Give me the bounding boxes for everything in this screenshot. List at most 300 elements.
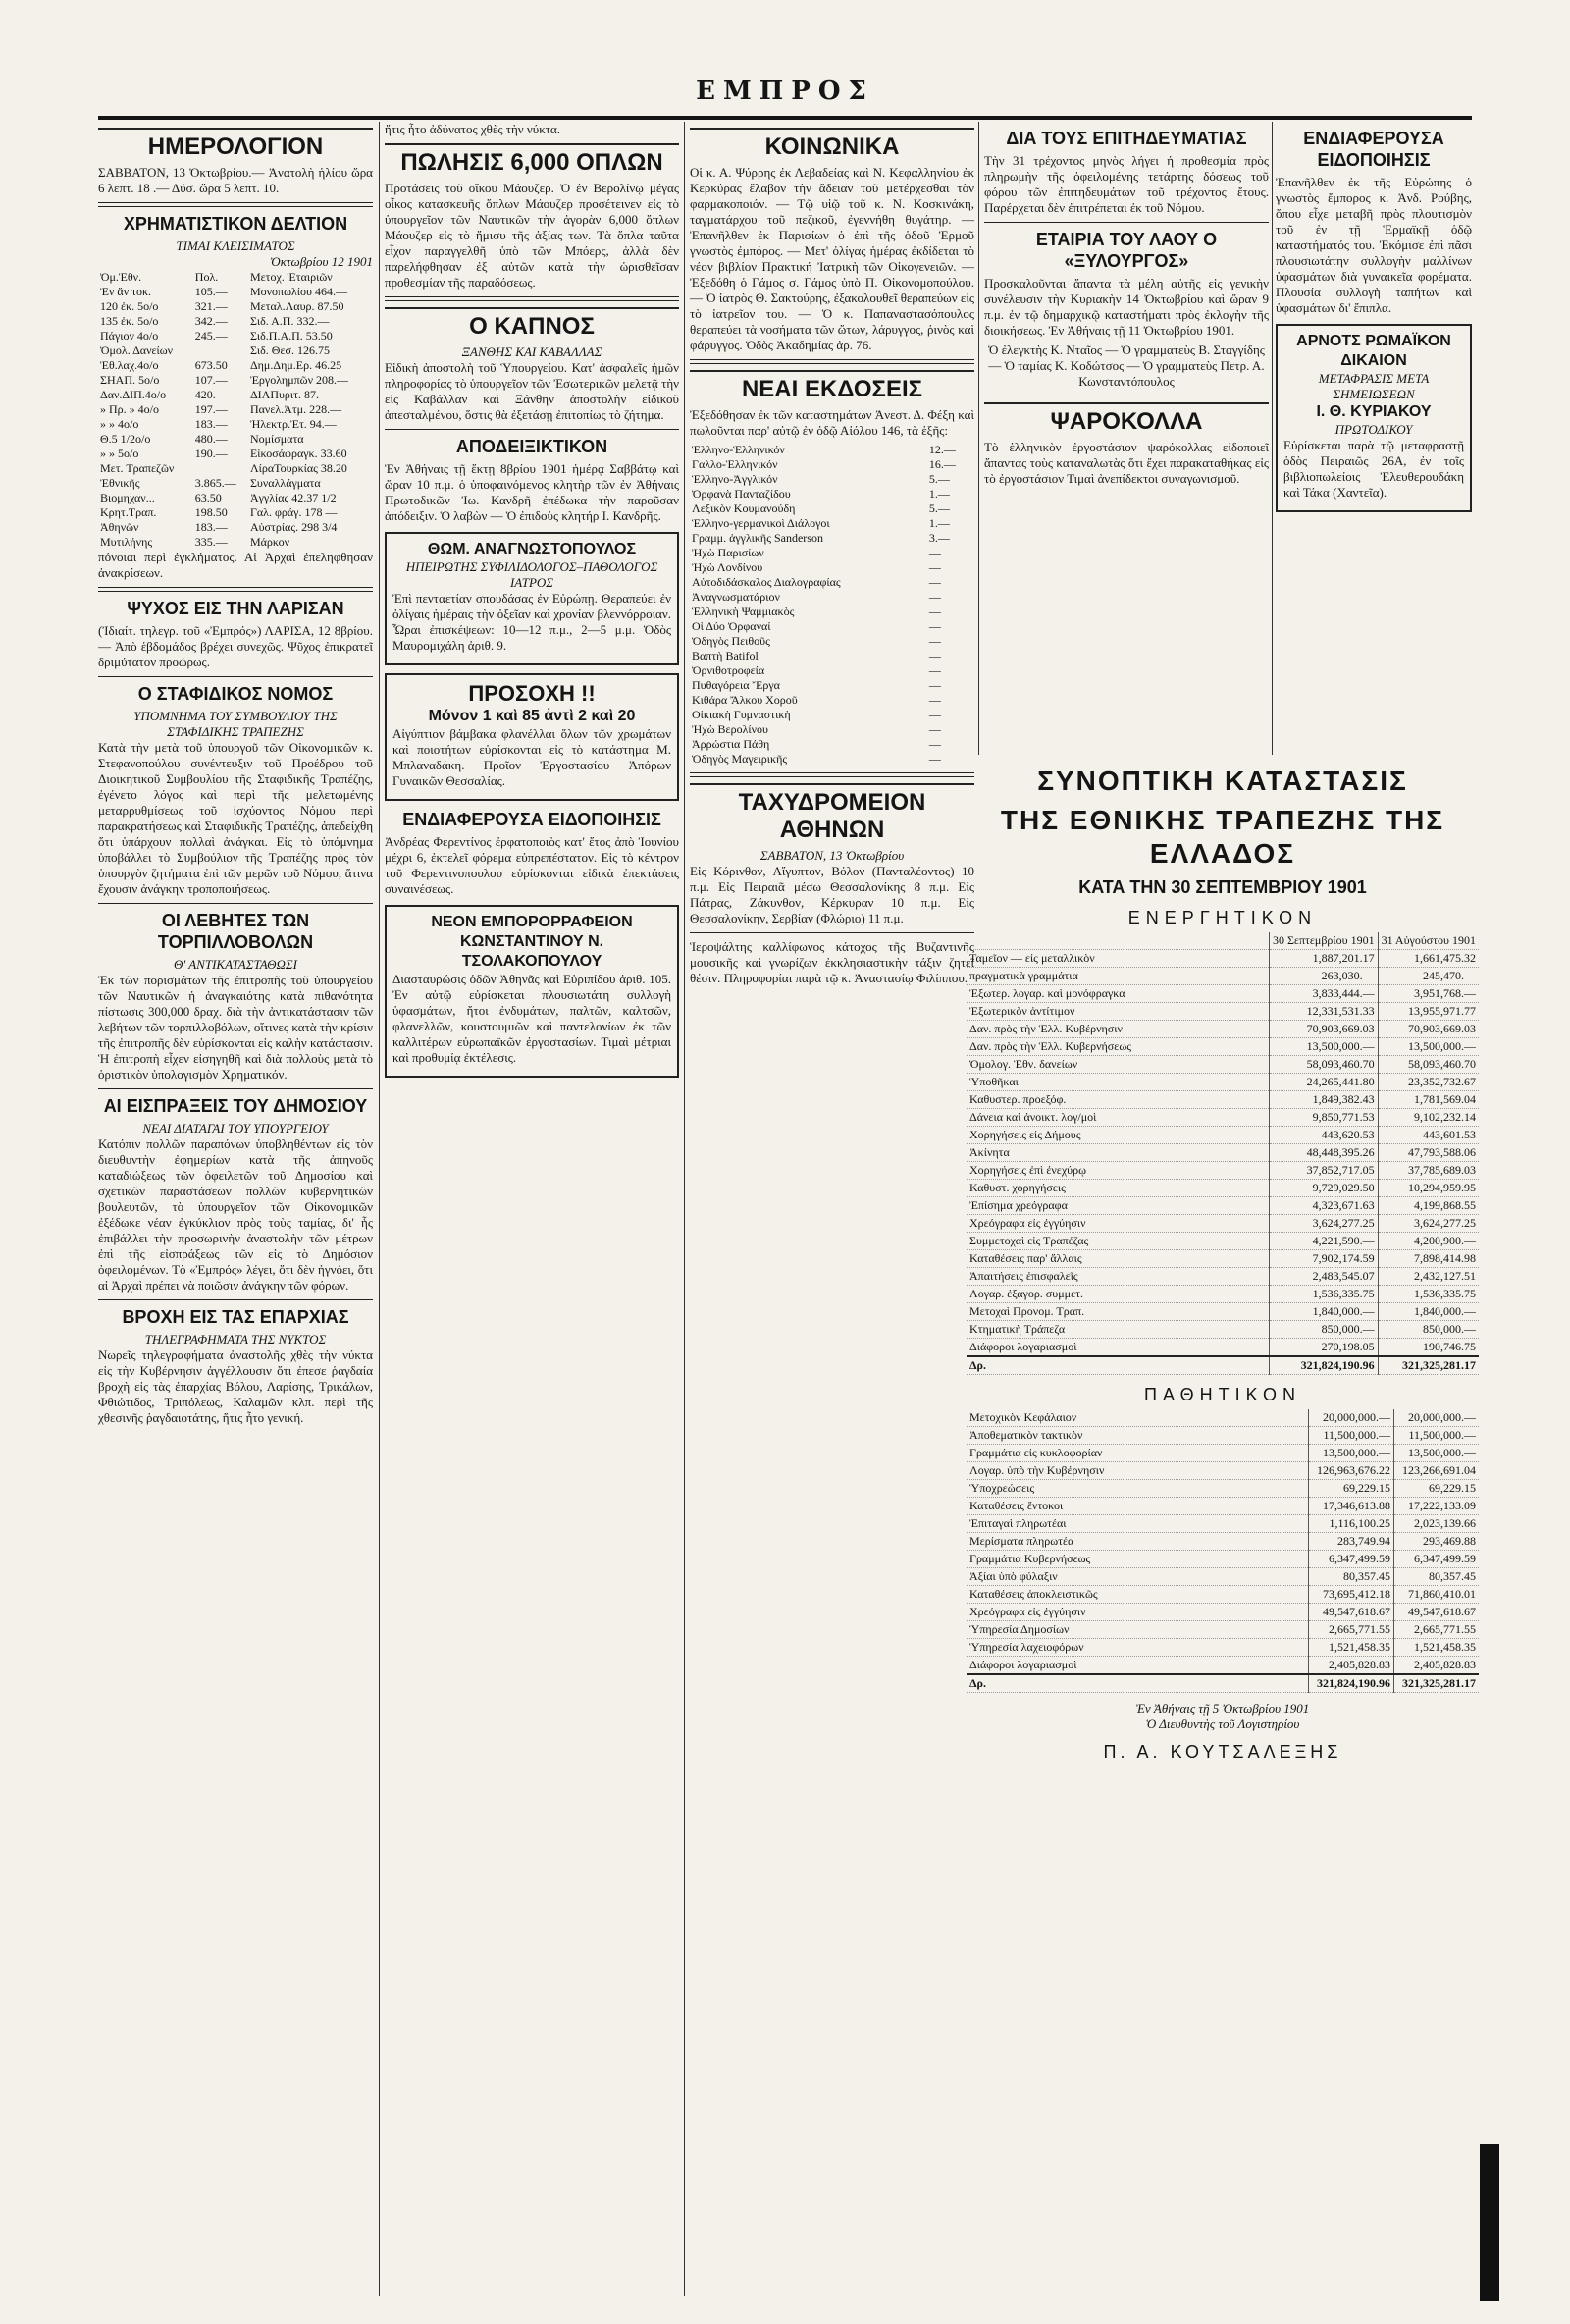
tobacco-heading: Ο ΚΑΠΝΟΣ <box>385 307 679 341</box>
notice2-text: Ἐπανῆλθεν ἐκ τῆς Εὐρώπης ὁ γνωστὸς ἔμπορος κ. Ἀνδ. Ρούβης, ὅπου εἶχε μεταβῆ πρὸς πλουτισμὸν τοῦ ἐν τῇ Ἑρμαϊκῇ ὁδῷ καταστήματός του. Ἐκόμισε ἐπὶ πᾶσι πλουσιωτάτην συλλογὴν μαλλίνων ὑφασμάτων διὰ γυναικεῖα φορέματα. Πλουσία συλλογὴ ταπήτων καὶ ὑφασμάτων δι' ἔπιπλα. <box>1276 175 1472 315</box>
row-value: 9,729,029.50 <box>1269 1180 1378 1197</box>
post-date: ΣΑΒΒΑΤΟΝ, 13 Ὀκτωβρίου <box>759 848 905 863</box>
row-value: 69,229.15 <box>1394 1480 1480 1498</box>
page-edge-mark <box>1480 2144 1499 2301</box>
sale-heading: ΠΩΛΗΣΙΣ 6,000 ΟΠΛΩΝ <box>385 143 679 177</box>
row-value: 4,200,900.— <box>1378 1233 1479 1250</box>
row-label: 135 ἐκ. 5ο/ο <box>100 314 159 328</box>
total-row <box>967 1356 1479 1375</box>
row-label: Ὁμολογ. Ἐθν. δανείων <box>967 1056 1269 1074</box>
row-value: 13,500,000.— <box>1378 1038 1479 1056</box>
books-intro: Ἐξεδόθησαν ἐκ τῶν καταστημάτων Ἀνεστ. Δ. Φέξη καὶ πωλοῦνται παρ' αὐτῷ ἐν ὁδῷ Αἰόλου 146, τὰ ἑξῆς: <box>690 407 974 438</box>
doctor-text: Ἐπὶ πενταετίαν σπουδάσας ἐν Εὐρώπῃ. Θεραπεύει ἐν ὀλίγαις ἡμέραις τὴν ὀξεῖαν καὶ χρονίαν βλεννόρροιαν. Ὧραι ἐπισκέψεων: 10—12 π.μ., 2—5 μ.μ. Ὁδὸς Μαυρομιχάλη ἀριθ. 9. <box>392 591 671 653</box>
asset-row <box>967 1268 1479 1286</box>
row-value: Σιδ. Θεσ. 126.75 <box>249 343 330 357</box>
row-value: Ἐργολημπῶν 208.— <box>249 373 349 387</box>
total-value: 321,824,190.96 <box>1269 1356 1378 1375</box>
row-label: Ἑλληνο-Ἀγγλικόν <box>692 472 778 486</box>
liability-row <box>967 1445 1479 1462</box>
row-label: Ἑλληνικὴ Ψαμμιακὸς <box>692 605 795 618</box>
row-value: — <box>928 575 941 589</box>
lebetes-heading: ΟΙ ΛΕΒΗΤΕΣ ΤΩΝ ΤΟΡΠΙΛΛΟΒΟΛΩΝ <box>157 911 314 952</box>
asset-row <box>967 1339 1479 1357</box>
vroxi-subheading: ΤΗΛΕΓΡΑΦΗΜΑΤΑ ΤΗΣ ΝΥΚΤΟΣ <box>144 1332 327 1347</box>
row-label: Καταθέσεις ἀποκλειστικῶς <box>967 1586 1309 1604</box>
book-row <box>690 502 974 516</box>
row-value: Ἀγγλίας 42.37 1/2 <box>249 491 337 504</box>
asset-row <box>967 1197 1479 1215</box>
row-value: — <box>928 708 941 721</box>
row-value: 4,199,868.55 <box>1378 1197 1479 1215</box>
stock-note: πόνοιαι περὶ ἐγκλήματος. Αἱ Ἀρχαὶ ἐπεληφθησαν ἀνακρίσεων. <box>98 550 373 580</box>
row-label: Ἀρρώστια Πάθη <box>692 737 770 751</box>
liability-row <box>967 1533 1479 1551</box>
row-label: Θ.5 1/2ο/ο <box>100 432 151 446</box>
prof-heading: ΔΙΑ ΤΟΥΣ ΕΠΙΤΗΔΕΥΜΑΤΙΑΣ <box>1006 129 1247 148</box>
row-value: 850,000.— <box>1269 1321 1378 1339</box>
row-label: Καταθέσεις παρ' ἄλλαις <box>967 1250 1269 1268</box>
law-book-text: Εὑρίσκεται παρὰ τῷ μεταφραστῇ ὁδὸς Πειραιῶς 26Α, ἐν τοῖς βιβλιοπωλείοις Ἐλευθερουδάκη καὶ Τάκα (Χαντεῖα). <box>1283 438 1464 500</box>
tailor-text: Διασταυρώσις ὁδῶν Ἀθηνᾶς καὶ Εὐριπίδου ἀριθ. 105. Ἐν αὐτῷ εὑρίσκεται πλουσιωτάτη συλλογὴ ὑφασμάτων, ἤτοι ἐνδυμάτων, παλτῶν, καλτσῶν, φλανελλῶν, κουστουμιῶν καὶ παντελονίων ἐκ τῶν καλλιτέρων εὐρωπαϊκῶν ἐργοστασίων. Τιμαὶ μέτριαι καὶ προθυμίᾳ ἐκτέλεσις. <box>392 972 671 1065</box>
law-book-ad <box>1276 324 1472 512</box>
row-label: Καταθέσεις ἔντοκοι <box>967 1498 1309 1515</box>
rate-row <box>98 314 373 329</box>
row-label: Γραμμάτια Κυβερνήσεως <box>967 1551 1309 1568</box>
doctor-ad <box>385 532 679 665</box>
row-value: 73,695,412.18 <box>1309 1586 1394 1604</box>
row-value: 48,448,395.26 <box>1269 1144 1378 1162</box>
row-value: 23,352,732.67 <box>1378 1074 1479 1091</box>
row-value: 9,102,232.14 <box>1378 1109 1479 1127</box>
row-value: 443,601.53 <box>1378 1127 1479 1144</box>
row-value: ΔΙΑΠυριτ. 87.— <box>249 388 331 401</box>
row-value: 1,521,458.35 <box>1309 1639 1394 1657</box>
row-label: πραγματικὰ γραμμάτια <box>967 968 1269 985</box>
liability-row <box>967 1604 1479 1621</box>
row-value: 1,849,382.43 <box>1269 1091 1378 1109</box>
rate-row <box>98 402 373 417</box>
rate-row <box>98 329 373 343</box>
book-row <box>690 560 974 575</box>
column-rule <box>978 122 979 755</box>
rate-row <box>98 447 373 461</box>
balance-date: ΚΑΤΑ ΤΗΝ 30 ΣΕΠΤΕΜΒΡΙΟΥ 1901 <box>1078 877 1367 897</box>
row-value <box>193 461 248 476</box>
row-value: 80,357.45 <box>1394 1568 1480 1586</box>
row-value: 107.— <box>194 373 228 387</box>
asset-row <box>967 1180 1479 1197</box>
row-value: 245,470.— <box>1378 968 1479 985</box>
row-value: 70,903,669.03 <box>1269 1021 1378 1038</box>
balance-bank-name: ΤΗΣ ΕΘΝΙΚΗΣ ΤΡΑΠΕΖΗΣ ΤΗΣ ΕΛΛΑΔΟΣ <box>1000 805 1445 869</box>
book-row <box>690 619 974 634</box>
row-value: 11,500,000.— <box>1309 1427 1394 1445</box>
book-row <box>690 443 974 457</box>
book-row <box>690 634 974 649</box>
row-value: 63.50 <box>194 491 222 504</box>
row-value: 2,665,771.55 <box>1309 1621 1394 1639</box>
sale-text: Προτάσεις τοῦ οἴκου Μάουζερ. Ὁ ἐν Βερολίνῳ μέγας οἶκος κατασκευῆς ὅπλων Μάουζερ προσέτεινεν εἰς τὸ ὑπουργεῖον τῶν Ναυτικῶν τὴν ἀγορὰν 6,000 ὅπλων Μάουζερ εἰς τὸ ἥμισυ τῆς ἀξίας των. Τὰ ὅπλα ταῦτα εἶχον παραγγελθῆ ὑπὸ τῶν Μπόερς, ἀλλὰ δὲν παρελήφθησαν ἐξ αὐτῶν κατὰ τὴν ὡρισθεῖσαν προθεσμίαν τῆς παραδόσεως. <box>385 181 679 290</box>
row-value: 420.— <box>194 388 228 401</box>
asset-row <box>967 1056 1479 1074</box>
stock-heading: ΧΡΗΜΑΤΙΣΤΙΚΟΝ ΔΕΛΤΙΟΝ <box>123 214 348 234</box>
law-book-author: Ι. Θ. ΚΥΡΙΑΚΟΥ <box>1316 403 1432 420</box>
book-row <box>690 575 974 590</box>
divider <box>984 222 1269 223</box>
row-value: 105.— <box>194 285 228 298</box>
law-book-subtitle: ΜΕΤΑΦΡΑΣΙΣ ΜΕΤΑ ΣΗΜΕΙΩΣΕΩΝ <box>1318 371 1430 401</box>
row-value: 1,536,335.75 <box>1269 1286 1378 1303</box>
row-value: 480.— <box>194 432 228 446</box>
row-label: Κιθάρα Ἄλκου Χοροῦ <box>692 693 798 707</box>
asset-row <box>967 1215 1479 1233</box>
asset-row <box>967 968 1479 985</box>
row-value: 190,746.75 <box>1378 1339 1479 1357</box>
liability-row <box>967 1657 1479 1675</box>
row-value: 443,620.53 <box>1269 1127 1378 1144</box>
row-value: 6,347,499.59 <box>1394 1551 1480 1568</box>
row-value: — <box>928 649 941 662</box>
divider <box>98 903 373 904</box>
row-value: — <box>928 752 941 766</box>
book-row <box>690 663 974 678</box>
row-value: 335.— <box>194 535 228 549</box>
rate-row <box>98 358 373 373</box>
liabilities-heading: ΠΑΘΗΤΙΚΟΝ <box>1143 1385 1302 1404</box>
liability-row <box>967 1515 1479 1533</box>
proof-heading: ΑΠΟΔΕΙΞΙΚΤΙΚΟΝ <box>455 437 608 456</box>
divider <box>98 587 373 592</box>
row-label: Δαν. πρὸς τὴν Ἑλλ. Κυβερνήσεως <box>967 1038 1269 1056</box>
divider <box>385 296 679 301</box>
divider <box>690 932 974 933</box>
row-label: Ὑποχρεώσεις <box>967 1480 1309 1498</box>
asset-row <box>967 1091 1479 1109</box>
row-label: Δαν.ΔΙΠ.4ο/ο <box>100 388 167 401</box>
row-label: » Πρ. » 4ο/ο <box>100 402 159 416</box>
row-value: 342.— <box>194 314 228 328</box>
column-rule <box>1272 122 1273 755</box>
liability-row <box>967 1621 1479 1639</box>
row-value: 183.— <box>194 520 228 534</box>
vroxi-text: Νωρεῖς τηλεγραφήματα ἀναστολῆς χθὲς τὴν νύκτα εἰς τὴν Κυβέρνησιν ἀγγέλλουσιν ὅτι ἐπεσε ῥαγδαία βροχὴ εἰς τὰς ἐπαρχίας Βόλου, Λαρίσης, Τρικάλων, Φθιώτιδος, Τριπόλεως, Καλαμῶν κλπ. περὶ τῆς χθεσινῆς ῥαγδαιοτάτης, ἥτις ἦτο γενική. <box>98 1347 373 1425</box>
chanter-text: Ἱεροψάλτης καλλίφωνος κάτοχος τῆς Βυζαντινῆς μουσικῆς καὶ γνωρίζων ἐκκλησιαστικὴν τάξιν ζητεῖ θέσιν. Πληροφορίαι παρὰ τῷ κ. Ἀναστασίῳ Φιλίππου. <box>690 939 974 985</box>
row-value: Μετοχ. Ἑταιριῶν <box>249 270 333 284</box>
row-value: 2,432,127.51 <box>1378 1268 1479 1286</box>
total-row <box>967 1674 1479 1693</box>
row-value: 13,500,000.— <box>1269 1038 1378 1056</box>
book-row <box>690 678 974 693</box>
row-value: Σιδ.Π.Α.Π. 53.50 <box>249 329 333 343</box>
row-label: Ὁμολ. Δανείων <box>100 343 174 357</box>
doctor-name: ΘΩΜ. ΑΝΑΓΝΩΣΤΟΠΟΥΛΟΣ <box>427 541 637 557</box>
row-value: Πανελ.Ἀτμ. 228.— <box>249 402 342 416</box>
row-value: Μεταλ.Λαυρ. 87.50 <box>249 299 344 313</box>
divider <box>690 359 974 364</box>
row-value: Μονοπωλίου 464.— <box>249 285 347 298</box>
glue-heading: ΨΑΡΟΚΟΛΛΑ <box>984 402 1269 436</box>
liability-row <box>967 1586 1479 1604</box>
row-value: 4,221,590.— <box>1269 1233 1378 1250</box>
staf-heading: Ο ΣΤΑΦΙΔΙΚΟΣ ΝΟΜΟΣ <box>137 684 334 704</box>
row-value: Εἰκοσάφραγκ. 33.60 <box>249 447 347 460</box>
row-value: 3,624,277.25 <box>1269 1215 1378 1233</box>
divider <box>98 1299 373 1300</box>
row-value: — <box>928 722 941 736</box>
book-row <box>690 693 974 708</box>
row-label: Χρεόγραφα εἰς ἐγγύησιν <box>967 1215 1269 1233</box>
column-rule <box>684 122 685 2296</box>
staf-text: Κατὰ τὴν μετὰ τοῦ ὑπουργοῦ τῶν Οἰκονομικῶν κ. Στεφανοπούλου συνέντευξιν τοῦ Προέδρου τοῦ Διοικητικοῦ Συμβουλίου τῆς Σταφιδικῆς Τραπέζης, ἐγένετο λόγος καὶ περὶ τῆς μελετωμένης μεταρρυθμίσεως τοῦ ἰσχύοντος Νόμου περὶ παρακρατήσεως καὶ Σταφιδικῆς Τραπέζης, ἀπεδείχθη ὅτι ὑπάρχουν πολλαὶ ἀνάγκαι. Εἰς τὸ ὑπόμνημα ὑποβάλλει τὸ Συμβούλιον τῆς Τραπέζης πρὸς τὸν ὑπουργὸν ζητήματα ἐπὶ τῶν μερῶν τοῦ Νόμου, ἅτινα ἔχουσιν ἀνάγκην τροποποιήσεως. <box>98 740 373 896</box>
column-header-aug: 31 Αὐγούστου 1901 <box>1378 932 1479 950</box>
row-label: Ἀκίνητα <box>967 1144 1269 1162</box>
row-value: 58,093,460.70 <box>1269 1056 1378 1074</box>
row-value: 1,521,458.35 <box>1394 1639 1480 1657</box>
row-value: 1,781,569.04 <box>1378 1091 1479 1109</box>
row-value <box>193 343 248 358</box>
total-value: 321,325,281.17 <box>1394 1674 1480 1693</box>
total-label: Δρ. <box>967 1356 1269 1375</box>
liabilities-table <box>967 1409 1479 1693</box>
asset-row <box>967 1286 1479 1303</box>
divider <box>98 1088 373 1089</box>
eispr-text: Κατόπιν πολλῶν παραπόνων ὑποβληθέντων εἰς τὸν διευθυντὴν ἐφημερίων κατὰ τῆς ἀπηνοῦς καταδιώξεως τῶν ὀφειλετῶν τοῦ Δημοσίου καὶ σχετικῶν παραστάσεων πολλῶν κυβερνητικῶν βουλευτῶν, τὸ ὑπουργεῖον τῶν Οἰκονομικῶν ἐξέδωκε νέαν ἐγκύκλιον πρὸς τοὺς ταμίας, δι' ἧς ἐπιβάλλει τὴν προσωρινὴν ἀναστολὴν τῶν μέτρων ἐπὶ τῆς εἰσπράξεως τῶν εἰς τὸ Δημόσιον ὀφειλομένων. Τὸ «Ἐμπρός» λέγει, ὅτι δὲν ἠγνόει, ὅτι αἱ Ἀρχαὶ πρέπει νὰ ποιῶσιν ἀνάγκην τῶν φόρων. <box>98 1136 373 1293</box>
row-value: Συναλλάγματα <box>249 476 321 490</box>
row-value: 1,661,475.32 <box>1378 950 1479 968</box>
column-rule <box>379 122 380 2296</box>
row-value: 5.— <box>928 472 950 486</box>
asset-row <box>967 1109 1479 1127</box>
row-label: Καθυστερ. προεξόφ. <box>967 1091 1269 1109</box>
row-value: 3.865.— <box>194 476 236 490</box>
row-value: 37,852,717.05 <box>1269 1162 1378 1180</box>
row-value: 1.— <box>928 516 950 530</box>
book-row <box>690 590 974 605</box>
row-label: Ἀναγνωσματάριον <box>692 590 780 604</box>
row-label: Γραμμ. ἀγγλικῆς Sanderson <box>692 531 823 545</box>
eispr-heading: ΑΙ ΕΙΣΠΡΑΞΕΙΣ ΤΟΥ ΔΗΜΟΣΙΟΥ <box>103 1096 368 1116</box>
lebetes-text: Ἐκ τῶν πορισμάτων τῆς ἐπιτροπῆς τοῦ ὑπουργείου τῶν Ναυτικῶν ἡ ἀναγκαιότης κατὰ πιθανότητα πίστωσις 300,000 δραχ. διὰ τὴν ἀντικατάστασιν τῶν λεβήτων τῶν τορπιλλοβόλων, οἵτινες κατὰ τὴν κρίσιν τῆς ἐπιτροπῆς δὲν εὑρίσκονται εἰς καλὴν κατάστασιν. Ἡ ἐπιτροπὴ εἶχεν εἰσηγηθῆ καὶ διὰ πολλοὺς μετὰ τὸ ὁριστικὸν ὑπολογισμὸν Χρηματικόν. <box>98 973 373 1082</box>
row-value: — <box>928 663 941 677</box>
rate-row <box>98 388 373 402</box>
row-value: 13,500,000.— <box>1309 1445 1394 1462</box>
row-value: 5.— <box>928 502 950 515</box>
row-value: 190.— <box>194 447 228 460</box>
larisa-text: (Ἰδιαίτ. τηλεγρ. τοῦ «Ἐμπρός») ΛΑΡΙΣΑ, 12 8βρίου.— Ἀπὸ ἑβδομάδος βρέχει συνεχῶς. Ψῦχος ἐπικρατεῖ δριμύτατον προώρως. <box>98 623 373 669</box>
divider <box>98 676 373 677</box>
row-label: Ταμεῖον — εἰς μεταλλικὸν <box>967 950 1269 968</box>
row-value: Μάρκον <box>249 535 290 549</box>
asset-row <box>967 1233 1479 1250</box>
xylo-signatures: Ὁ ἐλεγκτὴς Κ. Νταῖος — Ὁ γραμματεὺς Β. Σταγγίδης — Ὁ ταμίας Κ. Κοδώτσος — Ὁ γραμματεὺς Πετρ. Α. Κωνσταντόπουλος <box>988 343 1265 389</box>
column-5 <box>1276 122 1472 750</box>
row-label: » » 5ο/ο <box>100 447 139 460</box>
row-label: Ἐθνικῆς <box>100 476 140 490</box>
row-label: Καθυστ. χορηγήσεις <box>967 1180 1269 1197</box>
vroxi-heading: ΒΡΟΧΗ ΕΙΣ ΤΑΣ ΕΠΑΡΧΙΑΣ <box>122 1307 349 1327</box>
row-value: — <box>928 619 941 633</box>
row-value: 49,547,618.67 <box>1394 1604 1480 1621</box>
row-label: Ἑλληνο-Ἑλληνικόν <box>692 443 785 456</box>
notice-text: Ἀνδρέας Φερεντίνος ἐρφατοποιὸς κατ' ἔτος ἀπὸ Ἰουνίου μέχρι 6, ἐκτελεῖ φόρεμα εὐπρεπέστατον. Εἰς τὸ κέντρον τοῦ Φερεντινοπουλου εὑρίσκονται εἰδικὰ ἐπεκτάσεις συναινέσεως. <box>385 834 679 896</box>
rate-row <box>98 520 373 535</box>
row-value: — <box>928 678 941 692</box>
asset-row <box>967 1021 1479 1038</box>
rate-row <box>98 491 373 505</box>
row-label: Μερίσματα πληρωτέα <box>967 1533 1309 1551</box>
row-value: Σιδ. Α.Π. 332.— <box>249 314 330 328</box>
row-label: ΣΗΑΠ. 5ο/ο <box>100 373 160 387</box>
row-value: 12,331,531.33 <box>1269 1003 1378 1021</box>
total-value: 321,325,281.17 <box>1378 1356 1479 1375</box>
row-value: 293,469.88 <box>1394 1533 1480 1551</box>
row-label: Μετοχικὸν Κεφάλαιον <box>967 1409 1309 1427</box>
staf-subheading: ΥΠΟΜΝΗΜΑ ΤΟΥ ΣΥΜΒΟΥΛΙΟΥ ΤΗΣ ΣΤΑΦΙΔΙΚΗΣ ΤΡΑΠΕΖΗΣ <box>133 709 338 739</box>
asset-row <box>967 1003 1479 1021</box>
rate-row <box>98 535 373 550</box>
row-label: Ἠχὼ Βερολίνου <box>692 722 768 736</box>
liability-row <box>967 1568 1479 1586</box>
row-value: 270,198.05 <box>1269 1339 1378 1357</box>
liability-row <box>967 1498 1479 1515</box>
row-label: Γαλλο-Ἑλληνικόν <box>692 457 778 471</box>
row-value: 13,500,000.— <box>1394 1445 1480 1462</box>
row-value: 2,665,771.55 <box>1394 1621 1480 1639</box>
row-value: 49,547,618.67 <box>1309 1604 1394 1621</box>
row-value: 3.— <box>928 531 950 545</box>
row-label: Ὀρνιθοτροφεία <box>692 663 765 677</box>
rate-row <box>98 432 373 447</box>
books-heading: ΝΕΑΙ ΕΚΔΟΣΕΙΣ <box>690 370 974 403</box>
row-label: Μετ. Τραπεζῶν <box>100 461 175 475</box>
proof-text: Ἐν Ἀθήναις τῇ ἕκτῃ 8βρίου 1901 ἡμέρᾳ Σαββάτῳ καὶ ὥραν 10 π.μ. ὁ ὑποφαινόμενος κλητὴρ τῶν ἐν Ἀθήναις Πρωτοδικῶν Ἰω. Κανδρῆ ἐπέδωκα τὴν παροῦσαν ἀπόδειξιν. Ὁ λαβὼν — Ὁ ἐπιδοὺς κλητήρ Ι. Κανδρῆς. <box>385 461 679 523</box>
row-value: 58,093,460.70 <box>1378 1056 1479 1074</box>
row-value: 69,229.15 <box>1309 1480 1394 1498</box>
row-label: Συμμετοχαὶ εἰς Τραπέζας <box>967 1233 1269 1250</box>
row-value: ΛίραΤουρκίας 38.20 <box>249 461 347 475</box>
social-text: Οἱ κ. Α. Ψύρρης ἐκ Λεβαδείας καὶ Ν. Κεφαλληνίου ἐκ Κερκύρας ἔλαβον τὴν ἄδειαν τοῦ μετέρχεσθαι τὸν φαρμακοποιόν. — Τῷ υἱῷ τοῦ κ. Ν. Κοσκινάκη, ταγματάρχου τοῦ πεζικοῦ, ἐγεννήθη θυγάτηρ. — Ἐπανῆλθεν ἐκ Παρισίων ὁ ἐπὶ τῆς ὁδοῦ Ἑρμοῦ γνωστὸς ἐμπόρος. — Μετ' ὀλίγας ἡμέρας ἐκδίδεται τὸ νέον βιβλίον Πρακτική Ἰατρικὴ τῶν Οἰκογενειῶν. — Ἐξεδόθη ὁ Γάμος σ. Γάμος ὑπὸ Π. Οἰκονομοπούλου. — Ὁ ἰατρὸς Θ. Σακτούρης, ἐξακολουθεῖ θεραπεύων εἰς τὸ ἰατρεῖον του. — Ὁ κ. Παπαναστασόπουλος θεραπεύει τὰ νοσήματα τῶν ὤτων, λάρυγγος, ῥινὸς καὶ φάρυγγος. Ὁδὸς Ἀκαδημίας ἀρ. 76. <box>690 165 974 352</box>
liability-row <box>967 1551 1479 1568</box>
book-row <box>690 487 974 502</box>
row-value: 71,860,410.01 <box>1394 1586 1480 1604</box>
row-value: Δημ.Δημ.Ερ. 46.25 <box>249 358 342 372</box>
row-value: 3,833,444.— <box>1269 985 1378 1003</box>
row-value: 47,793,588.06 <box>1378 1144 1479 1162</box>
row-label: Διάφοροι λογαριασμοὶ <box>967 1339 1269 1357</box>
almanac-text: ΣΑΒΒΑΤΟΝ, 13 Ὀκτωβρίου.— Ἀνατολὴ ἡλίου ὥρα 6 λεπτ. 18 .— Δύσ. ὥρα 5 λεπτ. 10. <box>98 165 373 195</box>
row-value: 197.— <box>194 402 228 416</box>
lead-text: ἥτις ἦτο ἀδύνατος χθὲς τὴν νύκτα. <box>385 122 561 136</box>
row-label: Πυθαγόρεια Ἔργα <box>692 678 780 692</box>
row-value: 6,347,499.59 <box>1309 1551 1394 1568</box>
row-label: Ἀθηνῶν <box>100 520 139 534</box>
row-value: 1,536,335.75 <box>1378 1286 1479 1303</box>
notice2-heading: ΕΝΔΙΑΦΕΡΟΥΣΑ ΕΙΔΟΠΟΙΗΣΙΣ <box>1303 129 1444 170</box>
attention-heading: ΠΡΟΣΟΧΗ !! <box>468 681 596 706</box>
row-label: Δάνεια καὶ ἀνοικτ. λογ/μοὶ <box>967 1109 1269 1127</box>
row-value: Ἠλεκτρ.Ἐτ. 94.— <box>249 417 337 431</box>
row-value: 2,023,139.66 <box>1394 1515 1480 1533</box>
row-value: — <box>928 634 941 648</box>
row-label: Κρητ.Τραπ. <box>100 505 157 519</box>
row-label: Ἐπίσημα χρεόγραφα <box>967 1197 1269 1215</box>
book-row <box>690 649 974 663</box>
row-label: Λογαρ. ἐξαγορ. συμμετ. <box>967 1286 1269 1303</box>
row-label: Οἰκιακὴ Γυμναστικὴ <box>692 708 791 721</box>
attention-text: Αἰγύπτιον βάμβακα φλανέλλαι ὅλων τῶν χρωμάτων καὶ ποιοτήτων εὑρίσκονται εἰς τὸ κατάστημα Μ. Μπλαναδάκη. Προῖον Ἐργοστασίου Ἀπόρων Γυναικῶν Θεσσαλίας. <box>392 726 671 788</box>
row-label: Χορηγήσεις ἐπὶ ἐνεχύρῳ <box>967 1162 1269 1180</box>
asset-row <box>967 1144 1479 1162</box>
asset-row <box>967 950 1479 968</box>
row-label: Ὀρφανὰ Πανταζίδου <box>692 487 791 501</box>
row-value: Γαλ. φράγ. 178 — <box>249 505 338 519</box>
column-header-sept: 30 Σεπτεμβρίου 1901 <box>1269 932 1378 950</box>
prof-text: Τὴν 31 τρέχοντος μηνὸς λήγει ἡ προθεσμία πρὸς πληρωμὴν τῆς ὀφειλομένης τετάρτης δόσεως τοῦ φόρου τῶν ἐπιτηδευμάτων τοῦ τρέχοντος ἔτους. Παρέρχεται δὲν ἐπιτρέπεται ἐκ τοῦ Νόμου. <box>984 153 1269 215</box>
row-label: Ὁδηγὸς Πειθοῦς <box>692 634 770 648</box>
liability-row <box>967 1427 1479 1445</box>
row-value: 11,500,000.— <box>1394 1427 1480 1445</box>
book-row <box>690 737 974 752</box>
row-value: — <box>928 546 941 559</box>
row-value: 2,483,545.07 <box>1269 1268 1378 1286</box>
row-value: — <box>928 693 941 707</box>
row-value: 1,887,201.17 <box>1269 950 1378 968</box>
row-label: Βιομηχαν... <box>100 491 155 504</box>
row-value: 673.50 <box>194 358 228 372</box>
bank-balance-sheet <box>967 759 1479 1763</box>
doctor-subtitle: ΗΠΕΙΡΩΤΗΣ ΣΥΦΙΛΙΔΟΛΟΓΟΣ–ΠΑΘΟΛΟΓΟΣ ΙΑΤΡΟΣ <box>405 559 658 590</box>
balance-sign-name: Π. Α. ΚΟΥΤΣΑΛΕΞΗΣ <box>1103 1742 1342 1762</box>
tobacco-text: Εἰδικὴ ἀποστολὴ τοῦ Ὑπουργείου. Κατ' ἀσφαλεῖς ἡμῶν πληροφορίας τὸ ὑπουργεῖον τῶν Ἐσωτερικῶν μελετᾷ τὴν εἰς Καβάλλαν καὶ Ξάνθην ἀποστολὴν εἰδικοῦ ἀπεσταλμένου, ὅστις θὰ ἐξετάσῃ ἐπιτοπίως τὸ ζήτημα. <box>385 360 679 422</box>
book-row <box>690 708 974 722</box>
asset-row <box>967 1074 1479 1091</box>
xylo-text: Προσκαλοῦνται ἅπαντα τὰ μέλη αὐτῆς εἰς γενικὴν συνέλευσιν τὴν Κυριακὴν 14 Ὀκτωβρίου καὶ ὥραν 9 π.μ. ἐν τῷ δημαρχικῷ καταστήματι πρὸς ἐκλογὴν τῆς διοικήσεως. Ἐν Ἀθήναις τῇ 11 Ὀκτωβρίου 1901. <box>984 276 1269 338</box>
column-header-item <box>967 932 1269 950</box>
row-value: 7,902,174.59 <box>1269 1250 1378 1268</box>
assets-table <box>967 932 1479 1375</box>
row-value: 17,222,133.09 <box>1394 1498 1480 1515</box>
row-value: 7,898,414.98 <box>1378 1250 1479 1268</box>
row-value: 20,000,000.— <box>1309 1409 1394 1427</box>
row-value: 283,749.94 <box>1309 1533 1394 1551</box>
row-label: Ὑπηρεσία λαχειοφόρων <box>967 1639 1309 1657</box>
row-value: 9,850,771.53 <box>1269 1109 1378 1127</box>
row-label: Λεξικὸν Κουμανούδη <box>692 502 796 515</box>
row-value: 263,030.— <box>1269 968 1378 985</box>
row-value: 10,294,959.95 <box>1378 1180 1479 1197</box>
row-value: — <box>928 737 941 751</box>
rate-row <box>98 417 373 432</box>
rate-row <box>98 373 373 388</box>
row-value: 126,963,676.22 <box>1309 1462 1394 1480</box>
row-value: — <box>928 590 941 604</box>
row-label: Χορηγήσεις εἰς Δήμους <box>967 1127 1269 1144</box>
tailor-ad <box>385 905 679 1078</box>
row-value: 123,266,691.04 <box>1394 1462 1480 1480</box>
rate-row <box>98 343 373 358</box>
row-label: Ὀμ.Ἐθν. <box>100 270 142 284</box>
row-label: Ἑλληνο-γερμανικοὶ Διάλογοι <box>692 516 830 530</box>
social-heading: ΚΟΙΝΩΝΙΚΑ <box>690 128 974 161</box>
rate-row <box>98 299 373 314</box>
row-label: Ἠχὼ Λονδίνου <box>692 560 763 574</box>
column-4 <box>984 122 1269 750</box>
row-label: Μυτιλήνης <box>100 535 153 549</box>
row-value: Αὐστρίας. 298 3/4 <box>249 520 338 534</box>
eispr-subheading: ΝΕΑΙ ΔΙΑΤΑΓΑΙ ΤΟΥ ΥΠΟΥΡΓΕΙΟΥ <box>142 1121 329 1136</box>
row-value: 37,785,689.03 <box>1378 1162 1479 1180</box>
row-value: 17,346,613.88 <box>1309 1498 1394 1515</box>
